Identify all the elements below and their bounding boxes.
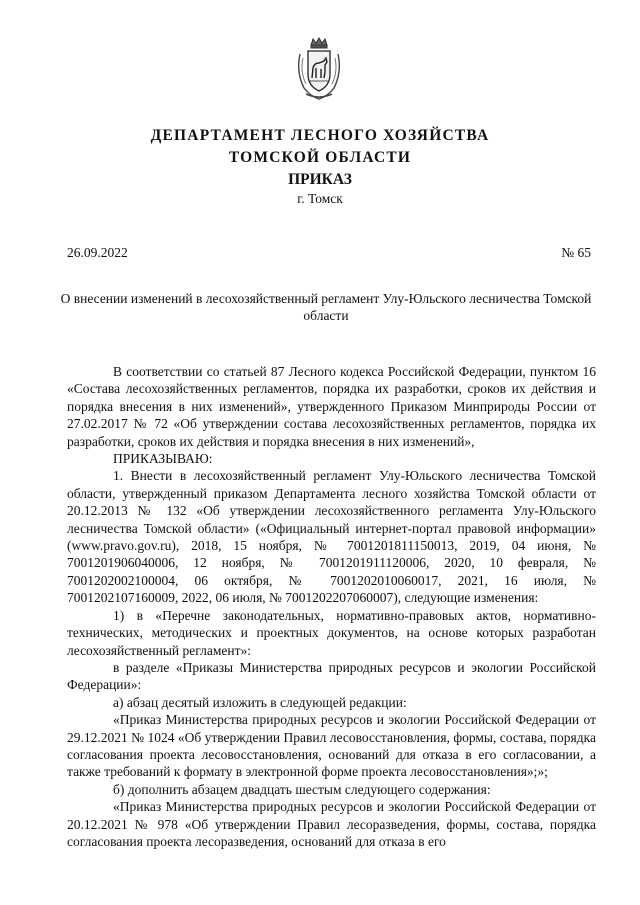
paragraph-a: а) абзац десятый изложить в следующей редакции:: [113, 694, 407, 710]
document-subject: О внесении изменений в лесохозяйственный регламент Улу-Юльского лесничества Томской области: [60, 291, 592, 323]
paragraph-order-word: ПРИКАЗЫВАЮ:: [113, 451, 213, 467]
paragraph-b-quote: «Приказ Министерства природных ресурсов и экологии Российской Федерации от 20.12.2021 № 978 «Об утверждении Правил лесоразведения, формы, состава, порядка согласования проекта лесоразведения, оснований для отказа в его: [67, 799, 596, 849]
paragraph-a-quote: «Приказ Министерства природных ресурсов и экологии Российской Федерации от 29.12.2021 № 1024 «Об утверждении Правил лесовосстановления, формы, состава, порядка согласования проекта лесовосстановления, оснований для отказа в его согласовании, а также требований к формату в электронной форме проекта лесовосстановления»;»;: [67, 712, 596, 780]
coat-of-arms-emblem: [294, 36, 344, 102]
document-body: [67, 363, 596, 850]
city: г. Томск: [297, 191, 343, 206]
paragraph-item-1: 1. Внести в лесохозяйственный регламент Улу-Юльского лесничества Томской области, утвержденный приказом Департамента лесного хозяйства Томской области от 20.12.2013 № 132 «Об утверждении лесохозяйственного регламента Улу-Юльского лесничества Томской области» («Официальный интернет-портал правовой информации» (www.pravo.gov.ru), 2018, 15 ноября, № 7001201811150013, 2019, 04 июня, № 7001201906040006, 12 ноября, № 7001201911120006, 2020, 10 февраля, № 7001202002100004, 06 октября, № 7001202010060017, 2021, 16 июля, № 7001202107160009, 2022, 06 июля, № 7001202207060007), следующие изменения:: [67, 468, 596, 606]
paragraph-section-ref: в разделе «Приказы Министерства природных ресурсов и экологии Российской Федерации»:: [67, 659, 596, 693]
document-date: 26.09.2022: [67, 245, 128, 260]
paragraph-subitem-1: 1) в «Перечне законодательных, нормативно-правовых актов, нормативно-технических, методических и проектных документов, на основе которых разработан лесохозяйственный регламент»:: [67, 607, 596, 658]
document-type: ПРИКАЗ: [288, 171, 352, 188]
department-name-line2: ТОМСКОЙ ОБЛАСТИ: [228, 149, 412, 166]
department-name-line1: ДЕПАРТАМЕНТ ЛЕСНОГО ХОЗЯЙСТВА: [150, 127, 490, 144]
paragraph-preamble: В соответствии со статьей 87 Лесного кодекса Российской Федерации, пунктом 16 «Состава лесохозяйственных регламентов, порядка их разработки, сроков их действия и порядка внесения в них изменений», утвержденного Приказом Минприроды России от 27.02.2017 № 72 «Об утверждении состава лесохозяйственных регламентов, порядка их разработки, сроков их действия и порядка внесения в них изменений»,: [67, 364, 596, 449]
paragraph-b: б) дополнить абзацем двадцать шестым следующего содержания:: [113, 781, 491, 797]
document-number: № 65: [561, 245, 591, 260]
